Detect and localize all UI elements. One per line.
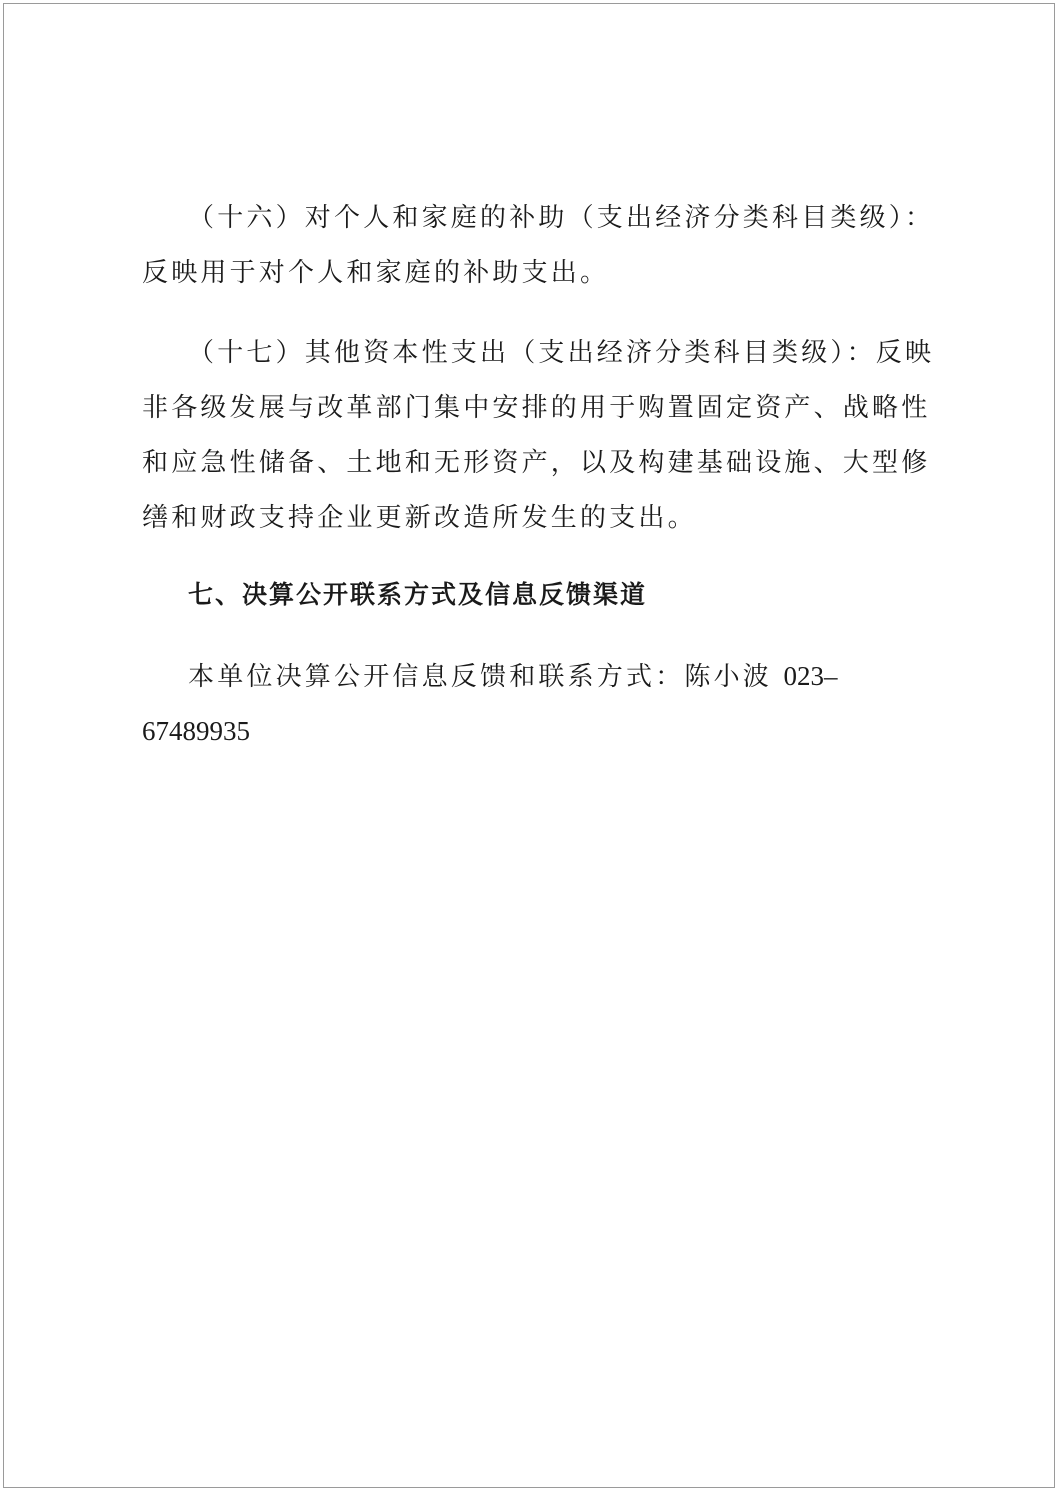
section17-line3: 和应急性储备、土地和无形资产，以及构建基础设施、大型修: [142, 448, 931, 478]
contact-text: 本单位决算公开信息反馈和联系方式：陈小波: [188, 662, 784, 692]
section17-line2: 非各级发展与改革部门集中安排的用于购置固定资产、战略性: [142, 393, 931, 423]
phone-prefix: 023–: [783, 661, 838, 691]
section16-line2: 反映用于对个人和家庭的补助支出。: [142, 258, 610, 288]
contact-line: [188, 661, 837, 692]
phone-number: 67489935: [142, 716, 250, 746]
section17-line1: （十七）其他资本性支出（支出经济分类科目类级）：反映: [188, 338, 935, 368]
section16-line1: （十六）对个人和家庭的补助（支出经济分类科目类级）：: [188, 203, 935, 233]
section7-heading: 七、决算公开联系方式及信息反馈渠道: [188, 580, 648, 609]
section17-line4: 缮和财政支持企业更新改造所发生的支出。: [142, 503, 697, 533]
